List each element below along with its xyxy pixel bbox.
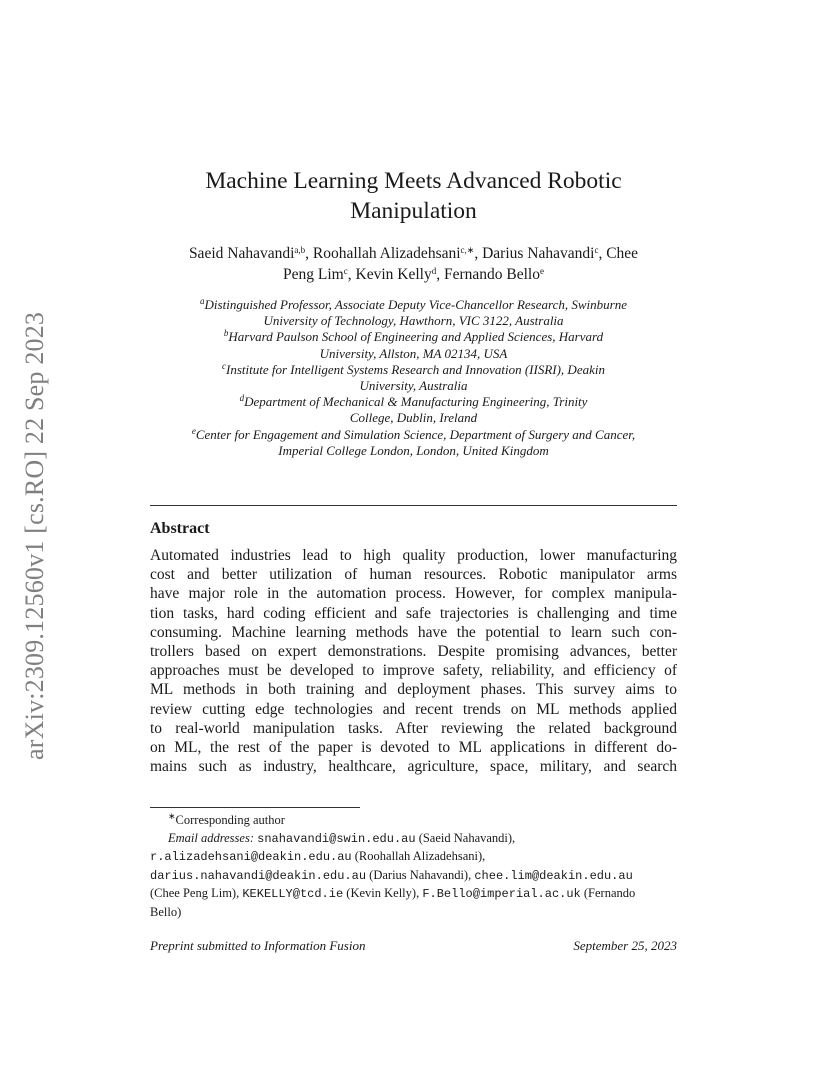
email-link[interactable]: r.alizadehsani@deakin.edu.au: [150, 850, 352, 864]
footnotes: [150, 812, 677, 921]
abstract-line: approaches must be developed to improve safety, reliability, and efficiency of: [150, 662, 677, 680]
email-owner: (Saeid Nahavandi),: [415, 830, 516, 845]
author-separator: ,: [305, 245, 313, 262]
page-footer: [150, 938, 677, 954]
email-owner: (Darius Nahavandi),: [366, 867, 475, 882]
email-link[interactable]: chee.lim@deakin.edu.au: [474, 868, 633, 883]
affil-text: Harvard Paulson School of Engineering and Applied Sciences, Harvard: [228, 329, 604, 345]
affil-text: Distinguished Professor, Associate Deputy Vice-Chancellor Research, Swinburne: [204, 297, 627, 312]
preprint-note: Preprint submitted to Information Fusion: [150, 938, 366, 953]
author-line-1: [150, 243, 677, 264]
affil-mark: b: [223, 328, 229, 339]
author-affil-mark: c: [594, 245, 599, 255]
email-link[interactable]: KEKELLY@tcd.ie: [242, 887, 344, 901]
author-name: Kevin Kelly: [355, 266, 432, 283]
affil-text: College, Dublin, Ireland: [349, 410, 478, 426]
author-name: Peng Lim: [283, 266, 344, 283]
abstract-line: tion tasks, hard coding efficient and safe trajectories is challenging and time: [150, 604, 677, 622]
abstract-line: trollers based on expert demonstrations. Despite promising advances, better: [150, 643, 677, 661]
abstract-line: have major role in the automation process. However, for complex manipula-: [150, 585, 677, 603]
email-owner: (Roohallah Alizadehsani),: [351, 849, 486, 863]
abstract-line: mains such as industry, healthcare, agriculture, space, military, and search: [150, 758, 677, 776]
email-link[interactable]: darius.nahavandi@deakin.edu.au: [150, 868, 367, 883]
email-link[interactable]: F.Bello@imperial.ac.uk: [422, 887, 581, 901]
abstract-line: Automated industries lead to high quality production, lower manufacturing: [150, 547, 677, 564]
email-owner: (Fernando: [580, 886, 636, 900]
corresponding-label: Corresponding author: [175, 813, 285, 827]
author-name: Darius Nahavandi: [482, 245, 595, 262]
abstract-line: cost and better utilization of human resources. Robotic manipulator arms: [150, 566, 677, 584]
paper-title: [150, 166, 677, 226]
section-divider: [150, 505, 677, 506]
affiliation-c: [150, 362, 677, 394]
author-name: Saeid Nahavandi: [188, 245, 295, 262]
title-line-1: Machine Learning Meets Advanced Robotic: [205, 168, 622, 194]
arxiv-identifier: arXiv:2309.12560v1 [cs.RO] 22 Sep 2023: [20, 311, 49, 760]
author-name: Roohallah Alizadehsani: [312, 245, 461, 262]
email-line-3: [150, 867, 677, 886]
affil-text: Department of Mechanical & Manufacturing Engineering, Trinity: [244, 394, 588, 410]
footnote-divider: [150, 807, 360, 808]
title-line-2: Manipulation: [350, 198, 477, 224]
author-separator: ,: [474, 245, 483, 262]
author-separator: , Chee: [598, 245, 639, 262]
affil-text: University, Allston, MA 02134, USA: [319, 345, 508, 361]
abstract-line: ML methods in both training and deployment phases. This survey aims to: [150, 681, 677, 699]
submission-date: September 25, 2023: [573, 938, 677, 953]
author-affil-mark: e: [539, 266, 544, 276]
email-owner: (Kevin Kelly),: [343, 886, 423, 900]
abstract-body: [150, 546, 677, 776]
author-affil-mark: c,∗: [460, 245, 475, 255]
email-line-1: [150, 830, 677, 849]
author-separator: ,: [436, 266, 444, 283]
author-separator: ,: [347, 266, 356, 283]
author-affil-mark: d: [431, 266, 437, 276]
author-affil-mark: c: [343, 266, 348, 276]
affil-text: University of Technology, Hawthorn, VIC 3122, Australia: [263, 313, 564, 329]
abstract-heading: Abstract: [150, 520, 210, 537]
email-line-5: [150, 904, 677, 922]
affil-text: University, Australia: [359, 378, 468, 394]
abstract-line: on ML, the rest of the paper is devoted to ML applications in different do-: [150, 739, 677, 757]
author-list: [150, 243, 677, 285]
affil-mark: d: [239, 393, 245, 404]
author-affil-mark: a,b: [294, 245, 306, 255]
footnote-mark: ∗: [168, 811, 176, 821]
abstract-line: consuming. Machine learning methods have the potential to learn such con-: [150, 623, 677, 641]
email-owner: (Chee Peng Lim),: [150, 886, 243, 900]
affiliation-d: [150, 394, 677, 426]
affiliation-e: [150, 427, 677, 459]
email-label: Email addresses:: [168, 830, 254, 845]
affil-mark: a: [200, 296, 205, 306]
abstract-line: to real-world manipulation tasks. After reviewing the related background: [150, 719, 677, 737]
email-link[interactable]: snahavandi@swin.edu.au: [257, 831, 416, 846]
affiliation-list: [150, 297, 677, 459]
author-name: Fernando Bello: [443, 266, 540, 283]
affiliation-a: [150, 297, 677, 329]
email-line-2: [150, 848, 677, 867]
author-line-2: [150, 264, 677, 285]
affil-text: Institute for Intelligent Systems Research and Innovation (IISRI), Deakin: [226, 361, 605, 377]
abstract-line: review cutting edge technologies and recent trends on ML methods applied: [150, 700, 677, 718]
affil-mark: e: [191, 425, 196, 436]
affiliation-b: [150, 329, 677, 361]
corresponding-note: [150, 812, 677, 830]
email-line-4: [150, 885, 677, 904]
affil-text: Imperial College London, London, United Kingdom: [278, 442, 549, 458]
affil-mark: c: [222, 360, 227, 371]
affil-text: Center for Engagement and Simulation Science, Department of Surgery and Cancer,: [195, 426, 636, 442]
email-owner: Bello): [150, 904, 182, 919]
